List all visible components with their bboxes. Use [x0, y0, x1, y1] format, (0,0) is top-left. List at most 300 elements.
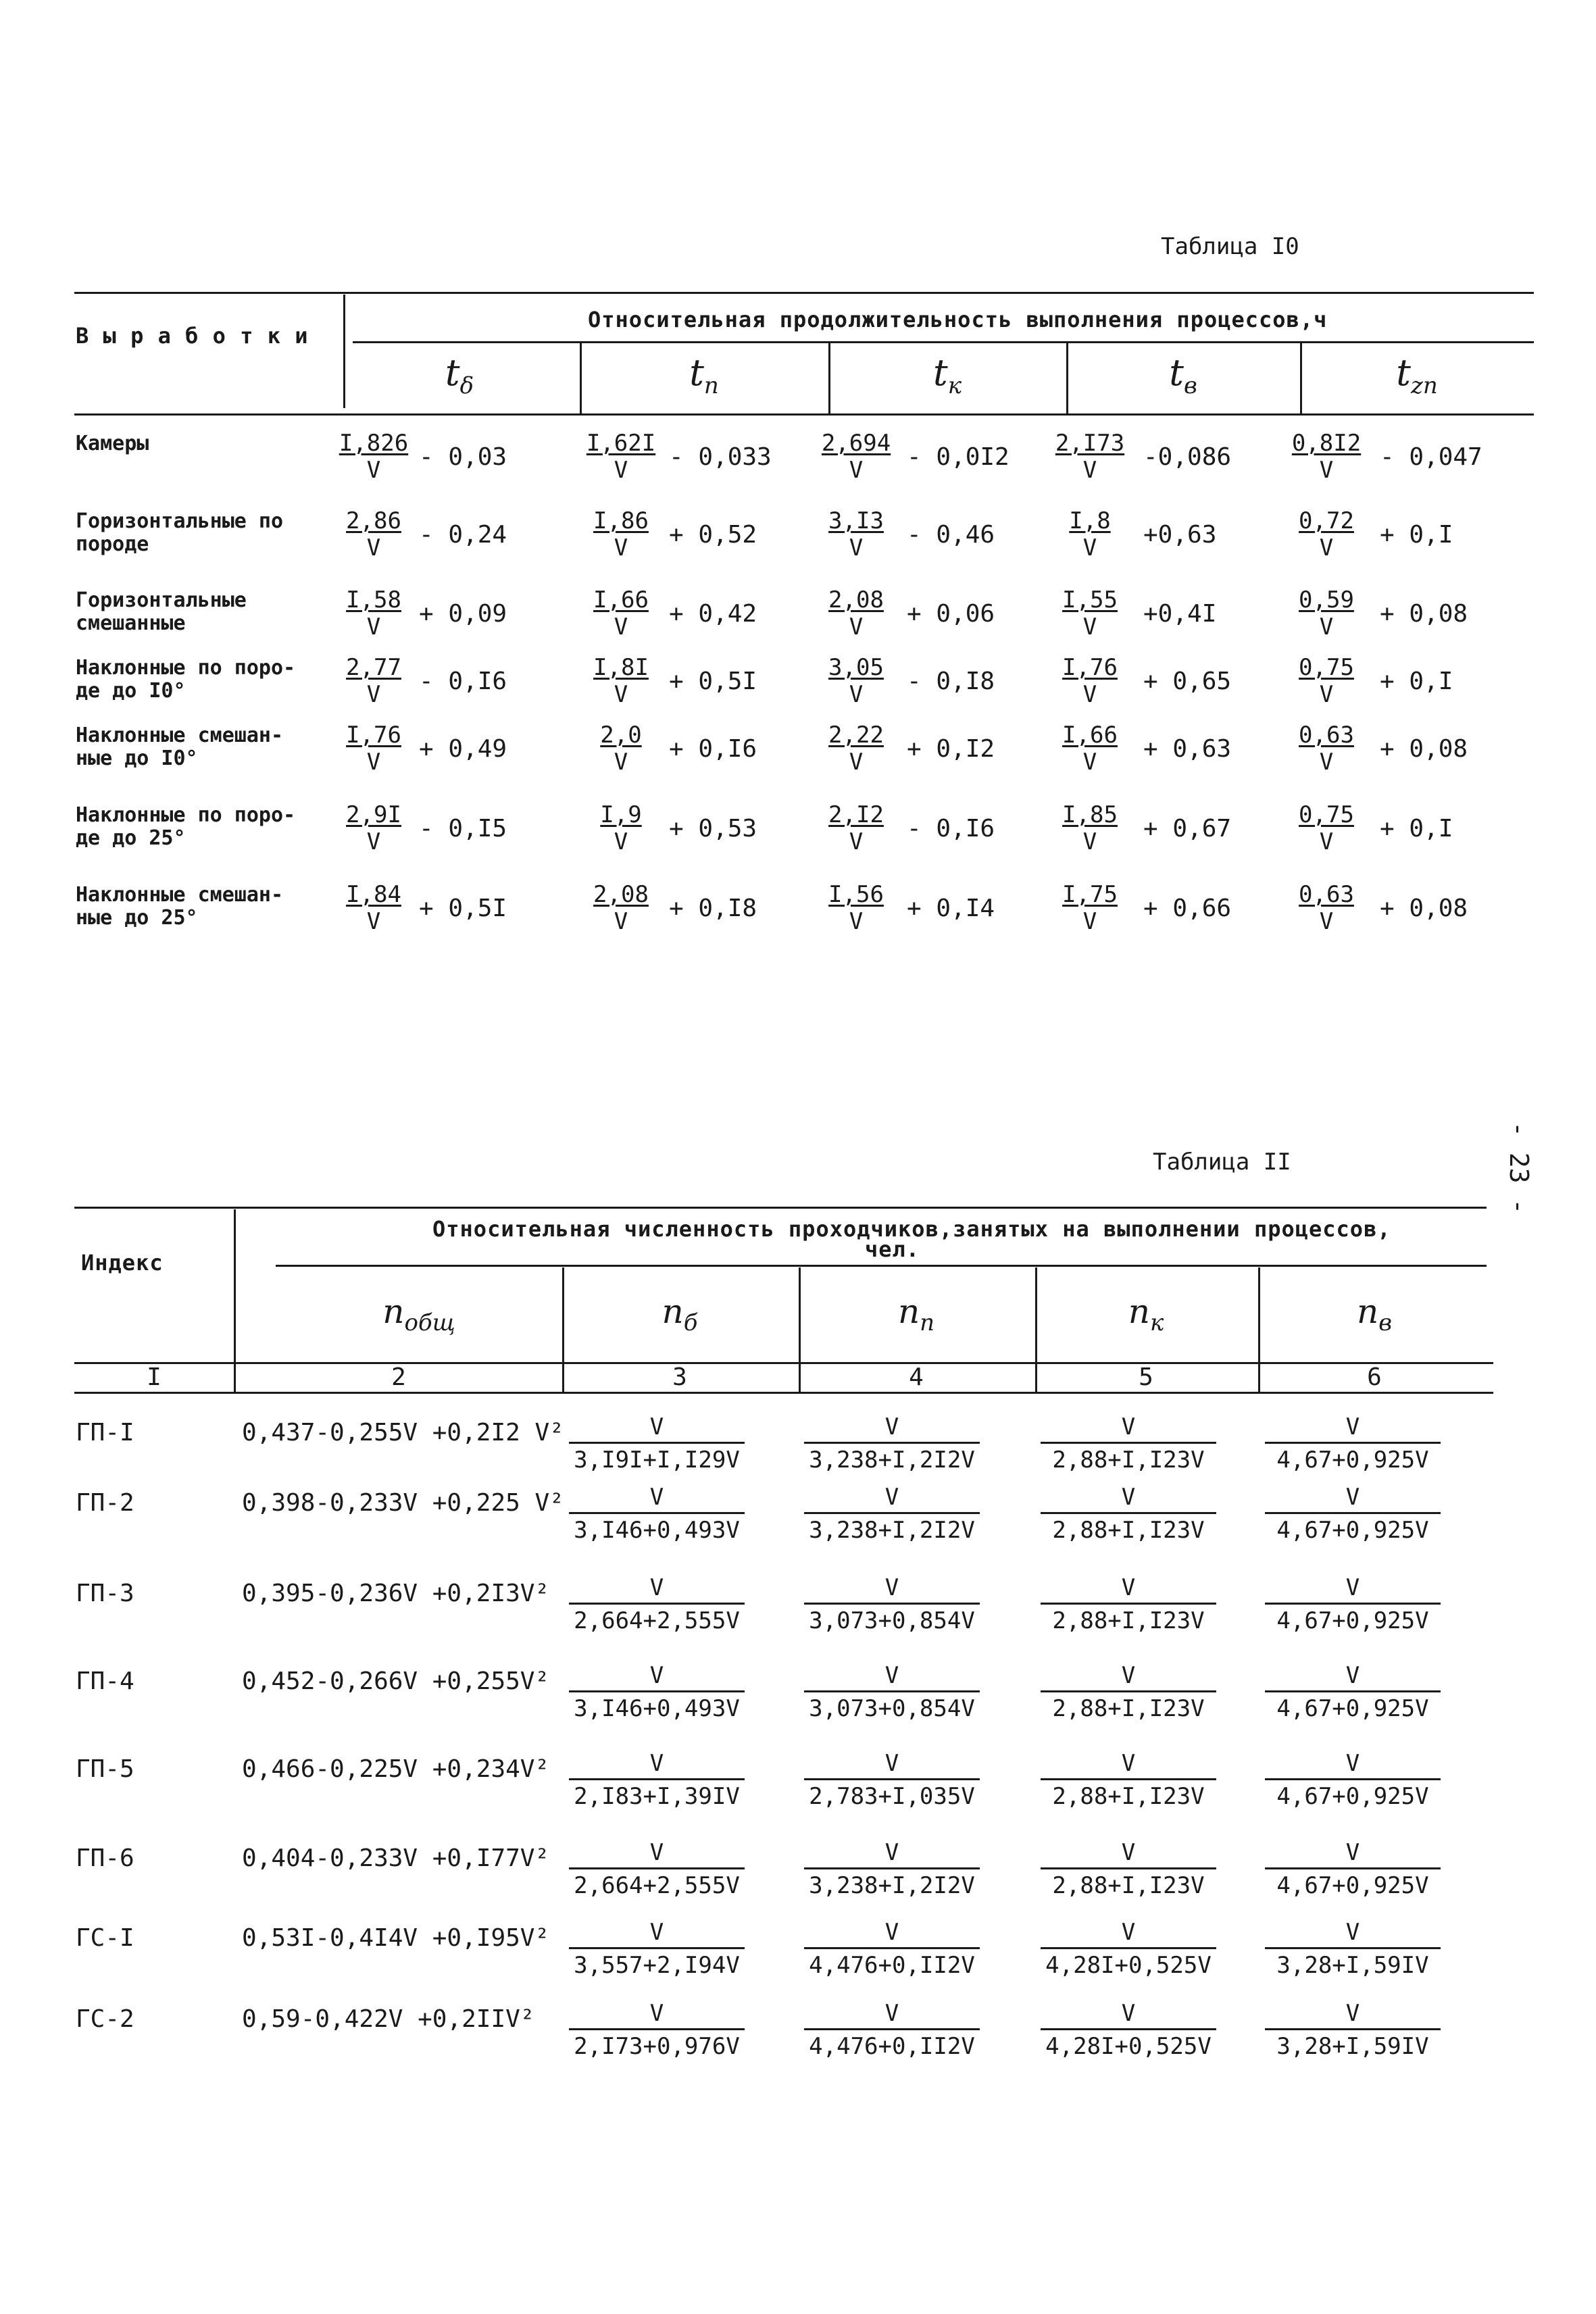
- table11-fraction: [1265, 1839, 1441, 1899]
- table11-row-index: ГП-5: [76, 1755, 134, 1783]
- table11-fraction-bar: [569, 1778, 745, 1780]
- table11-fraction-denominator: 3,I9I+I,I29V: [574, 1447, 740, 1474]
- table10-offset: - 0,047: [1380, 443, 1482, 471]
- table11-col-number: 2: [391, 1363, 406, 1391]
- table10-offset: + 0,67: [1143, 815, 1232, 842]
- table10-fraction: [584, 881, 658, 935]
- table11-col-divider: [1035, 1267, 1037, 1392]
- table10-col-divider: [580, 343, 582, 413]
- table10-offset: + 0,09: [419, 600, 507, 628]
- table11-fraction-bar: [1041, 1690, 1216, 1692]
- table11-fraction-numerator: V: [649, 1484, 664, 1511]
- table11-fraction-denominator: 3,238+I,2I2V: [809, 1872, 975, 1899]
- table10-fraction: [819, 654, 893, 708]
- table11-fraction-bar: [1265, 1867, 1441, 1869]
- table10-fraction: [1053, 507, 1127, 561]
- table11-fraction: [569, 1662, 745, 1722]
- table11-fraction: [569, 1919, 745, 1979]
- table10-fraction: [584, 586, 658, 640]
- table10-fraction-numerator: I,826: [339, 430, 409, 457]
- table10-fraction-denominator: V: [1319, 534, 1334, 561]
- table11-fraction-denominator: 2,88+I,I23V: [1052, 1872, 1205, 1899]
- table10-col-divider: [1066, 343, 1068, 413]
- table11-row-index: ГП-I: [76, 1419, 134, 1447]
- table11-fraction-numerator: V: [884, 1574, 899, 1601]
- table11-fraction-numerator: V: [1345, 1662, 1360, 1689]
- table10-fraction: [336, 507, 411, 561]
- table11-fraction: [804, 1413, 980, 1474]
- table10-fraction-denominator: V: [366, 457, 381, 484]
- table10-fraction-numerator: 0,63: [1299, 722, 1354, 749]
- table10-fraction-denominator: V: [849, 749, 864, 776]
- table10-fraction-denominator: V: [1082, 908, 1097, 935]
- table11-fraction: [1041, 1750, 1216, 1810]
- table11-fraction-numerator: V: [649, 2000, 664, 2027]
- table11-fraction-numerator: V: [649, 1839, 664, 1866]
- table10-fraction: [1289, 722, 1364, 776]
- table10-fraction: [584, 722, 658, 776]
- table10-fraction: [1289, 507, 1364, 561]
- table11-fraction-bar: [804, 2028, 980, 2030]
- table10-offset: -0,086: [1143, 443, 1232, 471]
- table10-fraction-numerator: I,9: [600, 801, 642, 828]
- table11-fraction-numerator: V: [884, 1839, 899, 1866]
- table11-fraction-bar: [804, 1947, 980, 1949]
- table11-col-number: I: [147, 1363, 161, 1391]
- table10-fraction-denominator: V: [366, 908, 381, 935]
- table11-fraction-denominator: 4,476+0,II2V: [809, 2033, 975, 2060]
- table10-fraction: [1289, 801, 1364, 855]
- table10-fraction-denominator: V: [366, 534, 381, 561]
- table11-fraction-bar: [1041, 1442, 1216, 1444]
- table11-fraction-bar: [804, 1603, 980, 1605]
- table11-colnum-rule: [74, 1392, 1493, 1394]
- table11-fraction-numerator: V: [1121, 1919, 1136, 1946]
- table10-fraction-numerator: I,8: [1069, 507, 1111, 534]
- table10-fraction-denominator: V: [614, 681, 628, 708]
- table10-fraction-denominator: V: [1082, 681, 1097, 708]
- table11-fraction: [1041, 1662, 1216, 1722]
- table10-fraction-numerator: I,55: [1062, 586, 1118, 613]
- table10-offset: + 0,5I: [419, 895, 507, 922]
- table10-offset: - 0,I8: [907, 668, 995, 695]
- table10-fraction-denominator: V: [1082, 749, 1097, 776]
- table11-fraction: [1041, 1484, 1216, 1544]
- table10-fraction-denominator: V: [1319, 749, 1334, 776]
- table11-col-number: 3: [672, 1363, 687, 1391]
- table10-fraction: [819, 881, 893, 935]
- table11-fraction-denominator: 3,I46+0,493V: [574, 1517, 740, 1544]
- table11-fraction: [569, 1839, 745, 1899]
- table11-fraction-bar: [1041, 1603, 1216, 1605]
- table11-fraction: [804, 1919, 980, 1979]
- table10-offset: - 0,24: [419, 521, 507, 549]
- table11-fraction-denominator: 3,238+I,2I2V: [809, 1517, 975, 1544]
- table11-fraction-denominator: 2,664+2,555V: [574, 1872, 740, 1899]
- table10-offset: + 0,I8: [669, 895, 757, 922]
- table11-row-index: ГП-6: [76, 1844, 134, 1872]
- table10-fraction-denominator: V: [366, 613, 381, 640]
- table11-total-expression: 0,452-0,266V +0,255V²: [242, 1667, 550, 1695]
- table10-fraction: [336, 722, 411, 776]
- table11-fraction-numerator: V: [1121, 1662, 1136, 1689]
- table11-fraction-denominator: 3,557+2,I94V: [574, 1952, 740, 1979]
- table11-fraction-denominator: 4,67+0,925V: [1276, 1607, 1429, 1634]
- table11-fraction: [1041, 2000, 1216, 2060]
- table10-fraction-denominator: V: [1319, 908, 1334, 935]
- table11-fraction-numerator: V: [1345, 1413, 1360, 1440]
- table10-col-header: $t_в$: [1169, 351, 1197, 399]
- table10-offset: - 0,I5: [419, 815, 507, 842]
- table10-header-left: В ы р а б о т к и: [76, 323, 309, 349]
- table11-col-number: 4: [909, 1363, 924, 1391]
- table10-offset: + 0,I6: [669, 735, 757, 763]
- table11-fraction: [569, 1750, 745, 1810]
- table10-fraction: [1289, 586, 1364, 640]
- table11-col-divider: [562, 1267, 564, 1392]
- table10-fraction-denominator: V: [1319, 828, 1334, 855]
- table10-fraction: [1053, 801, 1127, 855]
- table10-fraction-denominator: V: [614, 749, 628, 776]
- table11-fraction-bar: [1265, 1778, 1441, 1780]
- table10-fraction: [819, 722, 893, 776]
- table11-header-left: Индекс: [81, 1250, 164, 1276]
- table10-fraction-numerator: 0,75: [1299, 801, 1354, 828]
- table11-fraction-denominator: 3,073+0,854V: [809, 1607, 975, 1634]
- table10-col-header: $t_\delta$: [445, 351, 474, 399]
- table10-fraction: [336, 654, 411, 708]
- table10-fraction-numerator: 2,0: [600, 722, 642, 749]
- table10-fraction-numerator: 2,08: [828, 586, 884, 613]
- table10-fraction: [819, 801, 893, 855]
- table10-offset: + 0,52: [669, 521, 757, 549]
- table11-fraction: [804, 1484, 980, 1544]
- table11-fraction-bar: [1265, 1603, 1441, 1605]
- table11-fraction-numerator: V: [884, 1413, 899, 1440]
- table10-fraction: [1289, 654, 1364, 708]
- table10-fraction: [584, 507, 658, 561]
- table10-offset: - 0,033: [669, 443, 772, 471]
- table10-fraction-denominator: V: [614, 457, 628, 484]
- table11-col-header: $n_п$: [897, 1292, 935, 1336]
- table11-fraction-denominator: 2,664+2,555V: [574, 1607, 740, 1634]
- table10-fraction-denominator: V: [366, 749, 381, 776]
- table10-fraction-denominator: V: [1319, 457, 1334, 484]
- table11-fraction-bar: [1265, 1512, 1441, 1514]
- table11-fraction-denominator: 2,I83+I,39IV: [574, 1783, 740, 1810]
- table11-fraction: [1041, 1839, 1216, 1899]
- table10-offset: + 0,I2: [907, 735, 995, 763]
- table11-total-expression: 0,437-0,255V +0,2I2 V²: [242, 1419, 564, 1447]
- table11-col-header: $n_к$: [1128, 1292, 1164, 1336]
- table10-offset: + 0,63: [1143, 735, 1232, 763]
- table11-col-number: 5: [1139, 1363, 1153, 1391]
- table10-fraction-numerator: I,56: [828, 881, 884, 908]
- table10-offset: + 0,I: [1380, 668, 1453, 695]
- table11-fraction-denominator: 4,67+0,925V: [1276, 1447, 1429, 1474]
- table11-fraction: [804, 1750, 980, 1810]
- table11-fraction: [1265, 1484, 1441, 1544]
- table11-fraction-denominator: 4,67+0,925V: [1276, 1695, 1429, 1722]
- table11-fraction-bar: [1265, 1442, 1441, 1444]
- table10-offset: - 0,46: [907, 521, 995, 549]
- table10-fraction-denominator: V: [1082, 828, 1097, 855]
- table11-total-expression: 0,53I-0,4I4V +0,I95V²: [242, 1924, 550, 1952]
- table11-fraction-numerator: V: [884, 2000, 899, 2027]
- table11-fraction-bar: [804, 1442, 980, 1444]
- table11-fraction-denominator: 2,88+I,I23V: [1052, 1607, 1205, 1634]
- table11-fraction-denominator: 2,88+I,I23V: [1052, 1783, 1205, 1810]
- table11-fraction-bar: [804, 1778, 980, 1780]
- table10-fraction-denominator: V: [849, 681, 864, 708]
- table11-row-index: ГП-3: [76, 1580, 134, 1607]
- table10-offset: + 0,08: [1380, 895, 1468, 922]
- table10-group-rule: [353, 341, 1534, 343]
- table11-total-expression: 0,466-0,225V +0,234V²: [242, 1755, 550, 1783]
- table10-fraction-numerator: 2,08: [593, 881, 649, 908]
- table10-fraction-denominator: V: [1319, 613, 1334, 640]
- table11-fraction-bar: [569, 2028, 745, 2030]
- table10-fraction-numerator: I,58: [346, 586, 401, 613]
- table11-fraction-denominator: 4,28I+0,525V: [1045, 2033, 1212, 2060]
- table10-fraction-numerator: 2,I73: [1055, 430, 1125, 457]
- table11-fraction-bar: [804, 1512, 980, 1514]
- table10-fraction: [819, 430, 893, 484]
- table10-fraction-denominator: V: [614, 908, 628, 935]
- table11-col-header: $n_{общ}$: [382, 1292, 455, 1336]
- table10-row-label: Наклонные смешан- ные до 25°: [76, 883, 284, 930]
- table10-fraction-numerator: I,76: [1062, 654, 1118, 681]
- table10-offset: + 0,5I: [669, 668, 757, 695]
- table10-fraction-numerator: I,86: [593, 507, 649, 534]
- table11-fraction-denominator: 3,I46+0,493V: [574, 1695, 740, 1722]
- table10-fraction-denominator: V: [849, 828, 864, 855]
- table11-fraction-numerator: V: [1345, 1919, 1360, 1946]
- table10-fraction: [1053, 430, 1127, 484]
- table10-fraction-numerator: 2,86: [346, 507, 401, 534]
- table10-fraction: [584, 801, 658, 855]
- table10-fraction: [1053, 881, 1127, 935]
- table11-col-number: 6: [1367, 1363, 1382, 1391]
- table10-fraction-denominator: V: [366, 828, 381, 855]
- table11-fraction-numerator: V: [1345, 1484, 1360, 1511]
- table10-offset: + 0,66: [1143, 895, 1232, 922]
- table10-fraction-numerator: I,62I: [586, 430, 656, 457]
- table10-col-header: $t_к$: [932, 351, 962, 399]
- table10-row-label: Наклонные по поро- де до I0°: [76, 656, 296, 703]
- table10-fraction-numerator: 2,22: [828, 722, 884, 749]
- table11-fraction: [569, 1574, 745, 1634]
- table11-fraction-denominator: 4,67+0,925V: [1276, 1783, 1429, 1810]
- table11-fraction-numerator: V: [1121, 1574, 1136, 1601]
- table10-fraction-denominator: V: [614, 828, 628, 855]
- table11-header-group-line1: Относительная численность проходчиков,занятых на выполнении процессов,: [432, 1216, 1391, 1242]
- table10-offset: - 0,I6: [419, 668, 507, 695]
- table10-col-divider: [828, 343, 830, 413]
- table11-fraction: [1041, 1574, 1216, 1634]
- table11-fraction-numerator: V: [1345, 1574, 1360, 1601]
- table10-fraction: [1053, 654, 1127, 708]
- table10-offset: + 0,42: [669, 600, 757, 628]
- table10-fraction: [584, 430, 658, 484]
- table11-fraction-bar: [1265, 1690, 1441, 1692]
- table10-col-header: $t_п$: [689, 351, 719, 399]
- table10-row-label: Горизонтальные по породе: [76, 509, 284, 556]
- table11-col-header: $n_б$: [662, 1292, 698, 1336]
- table10-fraction: [1053, 586, 1127, 640]
- table10-fraction: [584, 654, 658, 708]
- table10-fraction: [1053, 722, 1127, 776]
- table10-stub-divider: [343, 295, 345, 408]
- table11-fraction-denominator: 4,67+0,925V: [1276, 1517, 1429, 1544]
- table11-fraction-numerator: V: [1121, 1484, 1136, 1511]
- table11-fraction: [804, 1839, 980, 1899]
- table10-fraction-denominator: V: [849, 534, 864, 561]
- table11-fraction-bar: [569, 1690, 745, 1692]
- table11-fraction-numerator: V: [1121, 1413, 1136, 1440]
- table10-top-rule: [74, 292, 1534, 294]
- table11-fraction-bar: [1041, 1778, 1216, 1780]
- table11-fraction-numerator: V: [884, 1750, 899, 1777]
- table10-row-label: Горизонтальные смешанные: [76, 588, 247, 635]
- table10-offset: + 0,65: [1143, 668, 1232, 695]
- table11-fraction: [804, 1574, 980, 1634]
- table11-fraction: [569, 1484, 745, 1544]
- table10-offset: + 0,06: [907, 600, 995, 628]
- table10-offset: - 0,0I2: [907, 443, 1009, 471]
- table11-fraction: [1041, 1413, 1216, 1474]
- table11-fraction-bar: [1041, 1947, 1216, 1949]
- table11-fraction: [569, 2000, 745, 2060]
- table10-fraction: [819, 507, 893, 561]
- table10-fraction-denominator: V: [1319, 681, 1334, 708]
- table10-header-group: Относительная продолжительность выполнения процессов,ч: [588, 307, 1328, 332]
- table10-fraction: [336, 881, 411, 935]
- table11-fraction-denominator: 2,88+I,I23V: [1052, 1447, 1205, 1474]
- table10-fraction-numerator: I,66: [1062, 722, 1118, 749]
- table10-offset: +0,63: [1143, 521, 1217, 549]
- table11-fraction-bar: [1041, 1867, 1216, 1869]
- table10-fraction-numerator: 2,9I: [346, 801, 401, 828]
- table11-fraction-numerator: V: [884, 1662, 899, 1689]
- table11-header-group-line2: чел.: [865, 1236, 920, 1262]
- table11-total-expression: 0,398-0,233V +0,225 V²: [242, 1489, 564, 1517]
- table11-group-rule: [276, 1265, 1487, 1267]
- table10-col-header: $t_{zп}$: [1396, 351, 1438, 399]
- table11-stub-divider: [234, 1209, 236, 1392]
- table10-fraction-numerator: I,85: [1062, 801, 1118, 828]
- table11-fraction-bar: [569, 1512, 745, 1514]
- table10-offset: + 0,I: [1380, 521, 1453, 549]
- table10-fraction-numerator: 0,75: [1299, 654, 1354, 681]
- table11-fraction-numerator: V: [649, 1919, 664, 1946]
- table10-row-label: Наклонные смешан- ные до I0°: [76, 724, 284, 770]
- table11-fraction-bar: [1041, 1512, 1216, 1514]
- table10-fraction-numerator: I,8I: [593, 654, 649, 681]
- table11-fraction-numerator: V: [1345, 1839, 1360, 1866]
- table11-fraction: [1265, 1750, 1441, 1810]
- table11-fraction-denominator: 3,28+I,59IV: [1276, 2033, 1429, 2060]
- table10-header-bottom-rule: [74, 413, 1534, 416]
- table11-fraction-denominator: 3,073+0,854V: [809, 1695, 975, 1722]
- table11-header-bottom-rule: [74, 1362, 1493, 1364]
- table11-col-header: $n_в$: [1357, 1292, 1392, 1336]
- table11-fraction-numerator: V: [649, 1574, 664, 1601]
- table10-offset: + 0,I: [1380, 815, 1453, 842]
- table10-fraction-numerator: 2,77: [346, 654, 401, 681]
- table11-fraction: [569, 1413, 745, 1474]
- table10-fraction-numerator: I,84: [346, 881, 401, 908]
- table11-fraction: [1265, 1574, 1441, 1634]
- table11-fraction-numerator: V: [1345, 1750, 1360, 1777]
- table11-caption: Таблица II: [1153, 1149, 1291, 1176]
- table11-fraction-numerator: V: [1121, 1839, 1136, 1866]
- table11-fraction-bar: [569, 1442, 745, 1444]
- table10-fraction: [1289, 881, 1364, 935]
- table10-fraction-numerator: 3,I3: [828, 507, 884, 534]
- table10-fraction-numerator: 0,72: [1299, 507, 1354, 534]
- table11-fraction-numerator: V: [649, 1662, 664, 1689]
- table10-fraction: [1289, 430, 1364, 484]
- table11-fraction-denominator: 2,I73+0,976V: [574, 2033, 740, 2060]
- table11-fraction-denominator: 2,783+I,035V: [809, 1783, 975, 1810]
- table10-fraction-numerator: 0,8I2: [1291, 430, 1362, 457]
- table11-total-expression: 0,404-0,233V +0,I77V²: [242, 1844, 550, 1872]
- table11-fraction-denominator: 3,238+I,2I2V: [809, 1447, 975, 1474]
- table11-fraction: [1265, 1662, 1441, 1722]
- table11-top-rule: [74, 1207, 1487, 1209]
- table10-fraction-denominator: V: [614, 534, 628, 561]
- table10-offset: + 0,53: [669, 815, 757, 842]
- table10-fraction-denominator: V: [1082, 457, 1097, 484]
- table11-row-index: ГП-2: [76, 1489, 134, 1517]
- table10-fraction: [336, 586, 411, 640]
- table10-offset: +0,4I: [1143, 600, 1217, 628]
- table10-fraction-numerator: 2,I2: [828, 801, 884, 828]
- table10-col-divider: [1300, 343, 1302, 413]
- table11-fraction-denominator: 4,67+0,925V: [1276, 1872, 1429, 1899]
- table10-fraction-denominator: V: [849, 908, 864, 935]
- table11-fraction-denominator: 2,88+I,I23V: [1052, 1695, 1205, 1722]
- table11-fraction-denominator: 3,28+I,59IV: [1276, 1952, 1429, 1979]
- table11-fraction-bar: [804, 1690, 980, 1692]
- table11-row-index: ГП-4: [76, 1667, 134, 1695]
- table11-fraction: [804, 2000, 980, 2060]
- table10-offset: + 0,08: [1380, 600, 1468, 628]
- table11-total-expression: 0,59-0,422V +0,2IIV²: [242, 2005, 535, 2033]
- table11-fraction: [1041, 1919, 1216, 1979]
- table11-fraction-numerator: V: [649, 1413, 664, 1440]
- table10-fraction-denominator: V: [614, 613, 628, 640]
- table11-fraction-bar: [569, 1947, 745, 1949]
- table11-fraction-bar: [804, 1867, 980, 1869]
- table11-col-divider: [799, 1267, 801, 1392]
- table10-fraction: [336, 430, 411, 484]
- table11-fraction: [804, 1662, 980, 1722]
- table10-caption: Таблица I0: [1161, 233, 1299, 260]
- table11-total-expression: 0,395-0,236V +0,2I3V²: [242, 1580, 550, 1607]
- table10-offset: + 0,08: [1380, 735, 1468, 763]
- table11-fraction-bar: [1265, 2028, 1441, 2030]
- table10-offset: - 0,03: [419, 443, 507, 471]
- table10-fraction-numerator: I,66: [593, 586, 649, 613]
- table11-col-divider: [1258, 1267, 1260, 1392]
- table10-fraction: [336, 801, 411, 855]
- table10-fraction-numerator: 0,59: [1299, 586, 1354, 613]
- table10-fraction-numerator: I,76: [346, 722, 401, 749]
- table11-fraction-denominator: 4,28I+0,525V: [1045, 1952, 1212, 1979]
- table11-fraction: [1265, 2000, 1441, 2060]
